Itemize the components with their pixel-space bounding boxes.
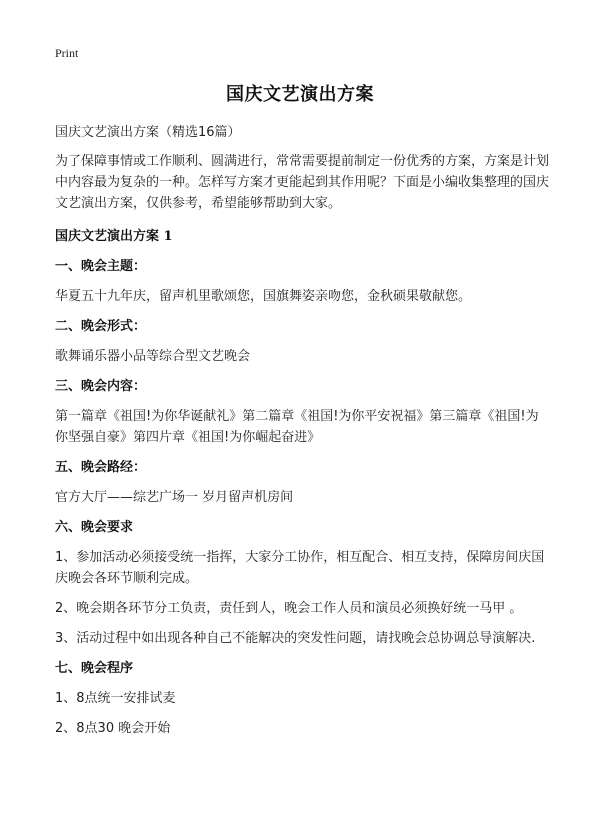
- form-text: 歌舞诵乐器小品等综合型文艺晚会: [55, 349, 251, 364]
- form-heading: 二、晚会形式：: [55, 319, 147, 334]
- content-text: 第一篇章《祖国!为你华诞献礼》第二篇章《祖国!为你平安祝福》第三篇章《祖国!为你坚强自豪》第四片章《祖国!为你崛起奋进》: [55, 409, 539, 445]
- route-heading: 五、晚会路经：: [55, 460, 147, 475]
- section-1-title: 国庆文艺演出方案 1: [55, 229, 173, 244]
- document-subtitle: 国庆文艺演出方案（精选16篇）: [55, 125, 241, 140]
- requirement-2: 2、晚会期各环节分工负责，责任到人，晚会工作人员和演员必须换好统一马甲 。: [55, 601, 523, 616]
- route-text: 官方大厅——综艺广场一 岁月留声机房间: [55, 490, 294, 505]
- theme-heading: 一、晚会主题：: [55, 259, 147, 274]
- procedure-heading: 七、晚会程序: [55, 661, 134, 676]
- procedure-2: 2、8点30 晚会开始: [55, 721, 171, 736]
- theme-text: 华夏五十九年庆，留声机里歌颂您，国旗舞姿亲吻您，金秋硕果敬献您。: [55, 289, 472, 304]
- requirement-1: 1、参加活动必须接受统一指挥，大家分工协作，相互配合、相互支持，保障房间庆国庆晚会各环节顺利完成。: [55, 550, 545, 586]
- requirement-3: 3、活动过程中如出现各种自己不能解决的突发性问题，请找晚会总协调总导演解决.: [55, 631, 536, 646]
- document-body: [55, 122, 550, 748]
- requirements-heading: 六、晚会要求: [55, 520, 134, 535]
- intro-paragraph: 为了保障事情或工作顺利、圆满进行，常常需要提前制定一份优秀的方案，方案是计划中内容最为复杂的一种。怎样写方案才更能起到其作用呢？下面是小编收集整理的国庆文艺演出方案，仅供参考，希望能够帮助到大家。: [55, 154, 550, 211]
- content-heading: 三、晚会内容：: [55, 379, 147, 394]
- document-title: 国庆文艺演出方案: [226, 84, 374, 105]
- procedure-1: 1、8点统一安排试麦: [55, 691, 176, 706]
- print-link[interactable]: Print: [55, 46, 79, 60]
